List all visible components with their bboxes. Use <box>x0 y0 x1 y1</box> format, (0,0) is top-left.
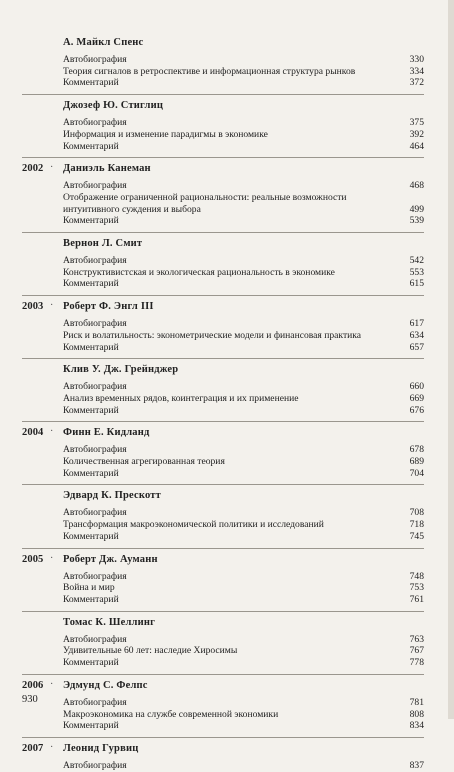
laureate-name: Эдвард К. Прескотт <box>63 490 161 502</box>
entry-page-number: 542 <box>409 255 424 267</box>
award-year: 2002 <box>22 163 44 175</box>
toc-entry <box>63 531 424 543</box>
laureate-heading <box>22 617 424 631</box>
entry-list <box>63 318 424 353</box>
entry-title: Макроэкономика на службе современной экономики <box>63 708 279 720</box>
laureate-block <box>22 674 424 732</box>
toc-entry <box>63 255 424 267</box>
toc-entry <box>63 180 424 192</box>
entry-list <box>63 381 424 416</box>
toc-entry <box>63 468 424 480</box>
laureate-block <box>22 232 424 290</box>
entry-page-number: 617 <box>409 318 424 330</box>
entry-page-number: 678 <box>409 444 424 456</box>
entry-title: Комментарий <box>63 593 119 605</box>
entry-list <box>63 507 424 542</box>
entry-title: Конструктивистская и экологическая рациональность в экономике <box>63 266 335 278</box>
table-of-contents <box>22 37 424 772</box>
laureate-block <box>22 295 424 353</box>
entry-page-number: 330 <box>409 54 424 65</box>
entry-title: Информация и изменение парадигмы в экономике <box>63 128 268 140</box>
entry-title: Автобиография <box>63 696 127 708</box>
entry-title: Комментарий <box>63 215 119 227</box>
entry-page-number: 745 <box>409 530 424 542</box>
entry-page-number: 834 <box>409 720 424 732</box>
laureate-heading <box>22 680 424 694</box>
toc-entry <box>63 393 424 405</box>
laureate-heading <box>22 743 424 757</box>
entry-list <box>63 444 424 479</box>
entry-page-number: 392 <box>409 128 424 140</box>
laureate-name: Леонид Гурвиц <box>63 742 139 754</box>
laureate-heading <box>22 490 424 504</box>
entry-title: Трансформация макроэкономической политики и исследований <box>63 519 324 531</box>
award-year: 2006 <box>22 679 44 691</box>
toc-entry <box>63 381 424 393</box>
entry-title: Автобиография <box>63 381 127 393</box>
laureate-block <box>22 421 424 479</box>
toc-entry <box>63 342 424 354</box>
toc-entry <box>63 634 424 646</box>
entry-list <box>63 571 424 606</box>
entry-page-number: 837 <box>409 759 424 771</box>
toc-entry <box>63 519 424 531</box>
entry-page-number: 708 <box>409 507 424 519</box>
toc-entry <box>63 141 424 153</box>
entry-page-number: 553 <box>409 266 424 278</box>
entry-page-number: 767 <box>409 645 424 657</box>
entry-title: Автобиография <box>63 54 127 65</box>
entry-title: Комментарий <box>63 278 119 290</box>
entry-title: Риск и волатильность: эконометрические модели и финансовая практика <box>63 329 362 341</box>
entry-title: Автобиография <box>63 318 127 330</box>
entry-page-number: 615 <box>409 278 424 290</box>
laureate-name: Джозеф Ю. Стиглиц <box>63 100 164 112</box>
laureate-heading <box>22 238 424 252</box>
toc-entry <box>63 720 424 732</box>
entry-title: Автобиография <box>63 570 127 582</box>
entry-title: Теория сигналов в ретроспективе и информационная структура рынков <box>63 65 356 77</box>
toc-entry <box>63 318 424 330</box>
laureate-block <box>22 737 424 772</box>
entry-title: Автобиография <box>63 255 127 267</box>
toc-entry <box>63 760 424 772</box>
laureate-block <box>22 548 424 606</box>
laureate-block <box>22 611 424 669</box>
entry-page-number: 634 <box>409 329 424 341</box>
page-edge <box>448 0 454 719</box>
entry-page-number: 464 <box>409 140 424 152</box>
laureate-name: Томас К. Шеллинг <box>63 616 156 628</box>
laureate-heading <box>22 554 424 568</box>
toc-entry <box>63 278 424 290</box>
award-year: 2007 <box>22 742 44 754</box>
laureate-name: Роберт Ф. Энгл III <box>63 301 154 313</box>
entry-title: Количественная агрегированная теория <box>63 456 225 468</box>
entry-title: Комментарий <box>63 77 119 89</box>
laureate-heading <box>22 427 424 441</box>
toc-entry <box>63 657 424 669</box>
toc-entry <box>63 645 424 657</box>
laureate-name: Финн Е. Кидланд <box>63 427 150 439</box>
toc-entry <box>63 66 424 78</box>
toc-entry <box>63 267 424 279</box>
entry-page-number: 808 <box>409 708 424 720</box>
laureate-heading <box>22 100 424 114</box>
entry-list <box>63 697 424 732</box>
entry-list <box>63 760 424 772</box>
laureate-block <box>22 358 424 416</box>
toc-entry <box>63 54 424 66</box>
toc-entry <box>63 444 424 456</box>
laureate-name: Роберт Дж. Ауманн <box>63 553 158 565</box>
award-year: 2004 <box>22 427 44 439</box>
entry-page-number: 669 <box>409 392 424 404</box>
laureate-block <box>22 94 424 152</box>
entry-title: Комментарий <box>63 140 119 152</box>
laureate-name: Клив У. Дж. Грейнджер <box>63 364 179 376</box>
entry-title: Война и мир <box>63 582 115 594</box>
entry-list <box>63 54 424 89</box>
toc-entry <box>63 571 424 583</box>
entry-page-number: 781 <box>409 696 424 708</box>
entry-page-number: 660 <box>409 381 424 393</box>
laureate-name: Даниэль Канеман <box>63 163 151 175</box>
separator-dot: · <box>50 741 54 753</box>
laureate-heading <box>22 163 424 177</box>
entry-page-number: 372 <box>409 77 424 89</box>
separator-dot: · <box>50 426 54 438</box>
toc-entry <box>63 582 424 594</box>
laureate-name: А. Майкл Спенс <box>63 37 144 48</box>
toc-entry <box>63 594 424 606</box>
toc-entry <box>63 405 424 417</box>
toc-entry <box>63 129 424 141</box>
laureate-name: Эдмунд С. Фелпс <box>63 679 148 691</box>
separator-dot: · <box>50 678 54 690</box>
entry-page-number: 753 <box>409 582 424 594</box>
entry-page-number: 375 <box>409 117 424 129</box>
laureate-name: Вернон Л. Смит <box>63 238 143 250</box>
entry-title: Комментарий <box>63 657 119 669</box>
page-number: 930 <box>22 694 38 705</box>
entry-title: Комментарий <box>63 530 119 542</box>
entry-title: Автобиография <box>63 633 127 645</box>
laureate-heading <box>22 37 424 51</box>
toc-entry <box>63 697 424 709</box>
entry-page-number: 334 <box>409 65 424 77</box>
entry-page-number: 748 <box>409 570 424 582</box>
toc-entry <box>63 330 424 342</box>
entry-title: Комментарий <box>63 341 119 353</box>
toc-entry <box>63 215 424 227</box>
entry-page-number: 704 <box>409 467 424 479</box>
entry-title: Комментарий <box>63 404 119 416</box>
toc-entry <box>63 117 424 129</box>
entry-list <box>63 255 424 290</box>
toc-entry <box>63 192 424 215</box>
entry-page-number: 657 <box>409 341 424 353</box>
entry-title: Комментарий <box>63 467 119 479</box>
entry-page-number: 718 <box>409 519 424 531</box>
award-year: 2003 <box>22 301 44 313</box>
entry-title: Удивительные 60 лет: наследие Хиросимы <box>63 645 238 657</box>
laureate-block <box>22 157 424 227</box>
entry-title: Автобиография <box>63 444 127 456</box>
entry-list <box>63 180 424 227</box>
entry-page-number: 763 <box>409 633 424 645</box>
laureate-block <box>22 37 424 89</box>
entry-title: Отображение ограниченной рациональности: реальные возможности интуитивного суждения и выбора <box>63 191 347 215</box>
entry-title: Автобиография <box>63 117 127 129</box>
entry-title: Анализ временных рядов, коинтеграция и их применение <box>63 392 299 404</box>
entry-page-number: 539 <box>409 215 424 227</box>
toc-entry <box>63 709 424 721</box>
laureate-block <box>22 484 424 542</box>
entry-list <box>63 117 424 152</box>
separator-dot: · <box>50 300 54 312</box>
entry-page-number: 689 <box>409 456 424 468</box>
entry-title: Комментарий <box>63 720 119 732</box>
entry-page-number: 468 <box>409 180 424 192</box>
entry-page-number: 761 <box>409 593 424 605</box>
award-year: 2005 <box>22 553 44 565</box>
separator-dot: · <box>50 162 54 174</box>
entry-title: Автобиография <box>63 507 127 519</box>
entry-page-number: 499 <box>409 203 424 215</box>
laureate-heading <box>22 301 424 315</box>
toc-entry <box>63 456 424 468</box>
separator-dot: · <box>50 552 54 564</box>
entry-page-number: 676 <box>409 404 424 416</box>
entry-title: Автобиография <box>63 180 127 192</box>
laureate-heading <box>22 364 424 378</box>
entry-title: Автобиография <box>63 759 127 771</box>
toc-entry <box>63 507 424 519</box>
toc-entry <box>63 77 424 89</box>
entry-list <box>63 634 424 669</box>
entry-page-number: 778 <box>409 657 424 669</box>
